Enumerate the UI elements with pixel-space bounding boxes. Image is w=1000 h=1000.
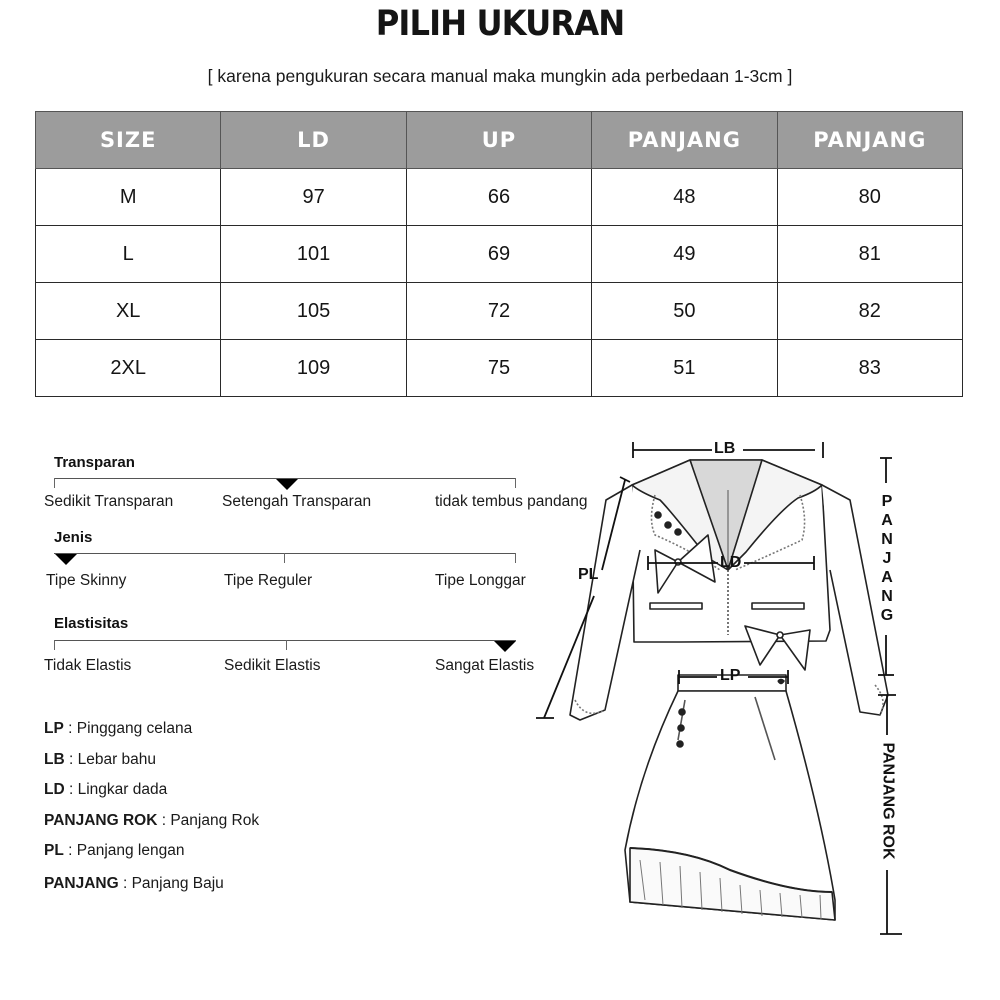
table-cell: 50 (592, 283, 777, 340)
scale-marker-icon (494, 641, 516, 652)
legend-abbr: PANJANG ROK (44, 811, 158, 829)
scale-marker-icon (276, 479, 298, 490)
scale-label: Transparan (54, 454, 135, 471)
label-panjang-letter: A (881, 512, 893, 529)
label-panjang-letter: G (880, 607, 894, 624)
table-cell: 49 (592, 226, 777, 283)
legend-abbr: LD (44, 781, 65, 798)
legend-desc: Panjang Baju (131, 874, 224, 892)
table-cell: 51 (592, 340, 777, 397)
scale-option-selected: Sangat Elastis (435, 657, 535, 674)
table-row (36, 169, 963, 226)
legend-abbr: PANJANG (44, 874, 119, 892)
column-header-panjang-rok: PANJANG (777, 112, 962, 169)
table-row (36, 226, 963, 283)
table-cell: 69 (406, 226, 591, 283)
table-cell: 81 (777, 226, 962, 283)
scale-option: Tipe Reguler (224, 572, 313, 589)
table-header-row (36, 112, 963, 169)
legend-sep: : (63, 720, 77, 737)
label-lb: LB (714, 440, 736, 457)
table-cell: 101 (221, 226, 406, 283)
legend-sep: : (64, 750, 78, 768)
legend-desc: Panjang Rok (170, 811, 260, 829)
table-cell: 2XL (36, 340, 221, 397)
scale-option-selected: Setengah Transparan (222, 493, 372, 510)
legend-desc: Panjang lengan (76, 842, 185, 859)
legend-item (44, 720, 259, 751)
table-cell: M (36, 169, 221, 226)
scale-line (54, 640, 516, 641)
scale-marker-icon (55, 554, 77, 565)
label-lp: LP (720, 667, 741, 684)
page-title: PILIH UKURAN (375, 4, 625, 44)
label-panjang-letter: N (881, 588, 893, 605)
table-cell: L (36, 226, 221, 283)
label-panjang-rok: PANJANG ROK (879, 742, 897, 860)
table-cell: XL (36, 283, 221, 340)
scale-tick (515, 553, 516, 563)
column-header-up: UP (406, 112, 591, 169)
scale-tick (286, 640, 287, 650)
table-cell: 105 (221, 283, 406, 340)
scale-transparan (44, 452, 604, 522)
size-table (35, 111, 963, 397)
legend-sep: : (118, 874, 132, 892)
table-cell: 82 (777, 283, 962, 340)
scale-tick (284, 553, 285, 563)
scale-label: Jenis (54, 529, 93, 546)
scale-tick (54, 478, 55, 488)
label-pl: PL (578, 566, 599, 583)
label-ld: LD (720, 554, 742, 571)
table-cell: 66 (406, 169, 591, 226)
legend-item (44, 781, 259, 812)
table-cell: 83 (777, 340, 962, 397)
legend-sep: : (63, 842, 77, 859)
legend-sep: : (157, 811, 171, 829)
legend-abbr: LP (44, 720, 64, 737)
scale-option: Tipe Longgar (435, 572, 526, 589)
table-row (36, 283, 963, 340)
table-cell: 48 (592, 169, 777, 226)
measurement-legend (44, 720, 259, 905)
garment-diagram (530, 430, 950, 950)
table-cell: 97 (221, 169, 406, 226)
legend-item (44, 842, 259, 873)
scale-tick (54, 640, 55, 650)
scale-line (54, 553, 516, 554)
scale-option: tidak tembus pandang (435, 493, 588, 510)
page-subtitle: [ karena pengukuran secara manual maka mungkin ada perbedaan 1-3cm ] (207, 66, 793, 86)
scale-label: Elastisitas (54, 615, 129, 632)
scale-option: Tidak Elastis (44, 657, 132, 674)
column-header-size: SIZE (36, 112, 221, 169)
legend-sep: : (64, 781, 78, 798)
legend-item (44, 812, 259, 843)
label-panjang-letter: J (882, 550, 892, 567)
label-panjang-letter: A (881, 569, 893, 586)
legend-abbr: LB (44, 750, 65, 768)
table-cell: 109 (221, 340, 406, 397)
label-panjang (880, 492, 894, 625)
scale-option: Sedikit Transparan (44, 493, 174, 510)
scale-jenis (44, 527, 604, 597)
table-cell: 80 (777, 169, 962, 226)
legend-desc: Lebar bahu (77, 750, 157, 768)
column-header-ld: LD (221, 112, 406, 169)
legend-abbr: PL (44, 842, 64, 859)
table-row (36, 340, 963, 397)
scale-elastisitas (44, 613, 604, 683)
label-panjang-letter: N (881, 531, 893, 548)
column-header-panjang: PANJANG (592, 112, 777, 169)
scale-tick (515, 478, 516, 488)
label-panjang-letter: P (881, 493, 893, 510)
legend-item (44, 875, 259, 906)
legend-desc: Lingkar dada (77, 781, 168, 798)
table-cell: 72 (406, 283, 591, 340)
scale-option-selected: Tipe Skinny (46, 572, 127, 589)
legend-desc: Pinggang celana (76, 720, 193, 737)
scale-option: Sedikit Elastis (224, 657, 321, 674)
table-cell: 75 (406, 340, 591, 397)
legend-item (44, 751, 259, 782)
